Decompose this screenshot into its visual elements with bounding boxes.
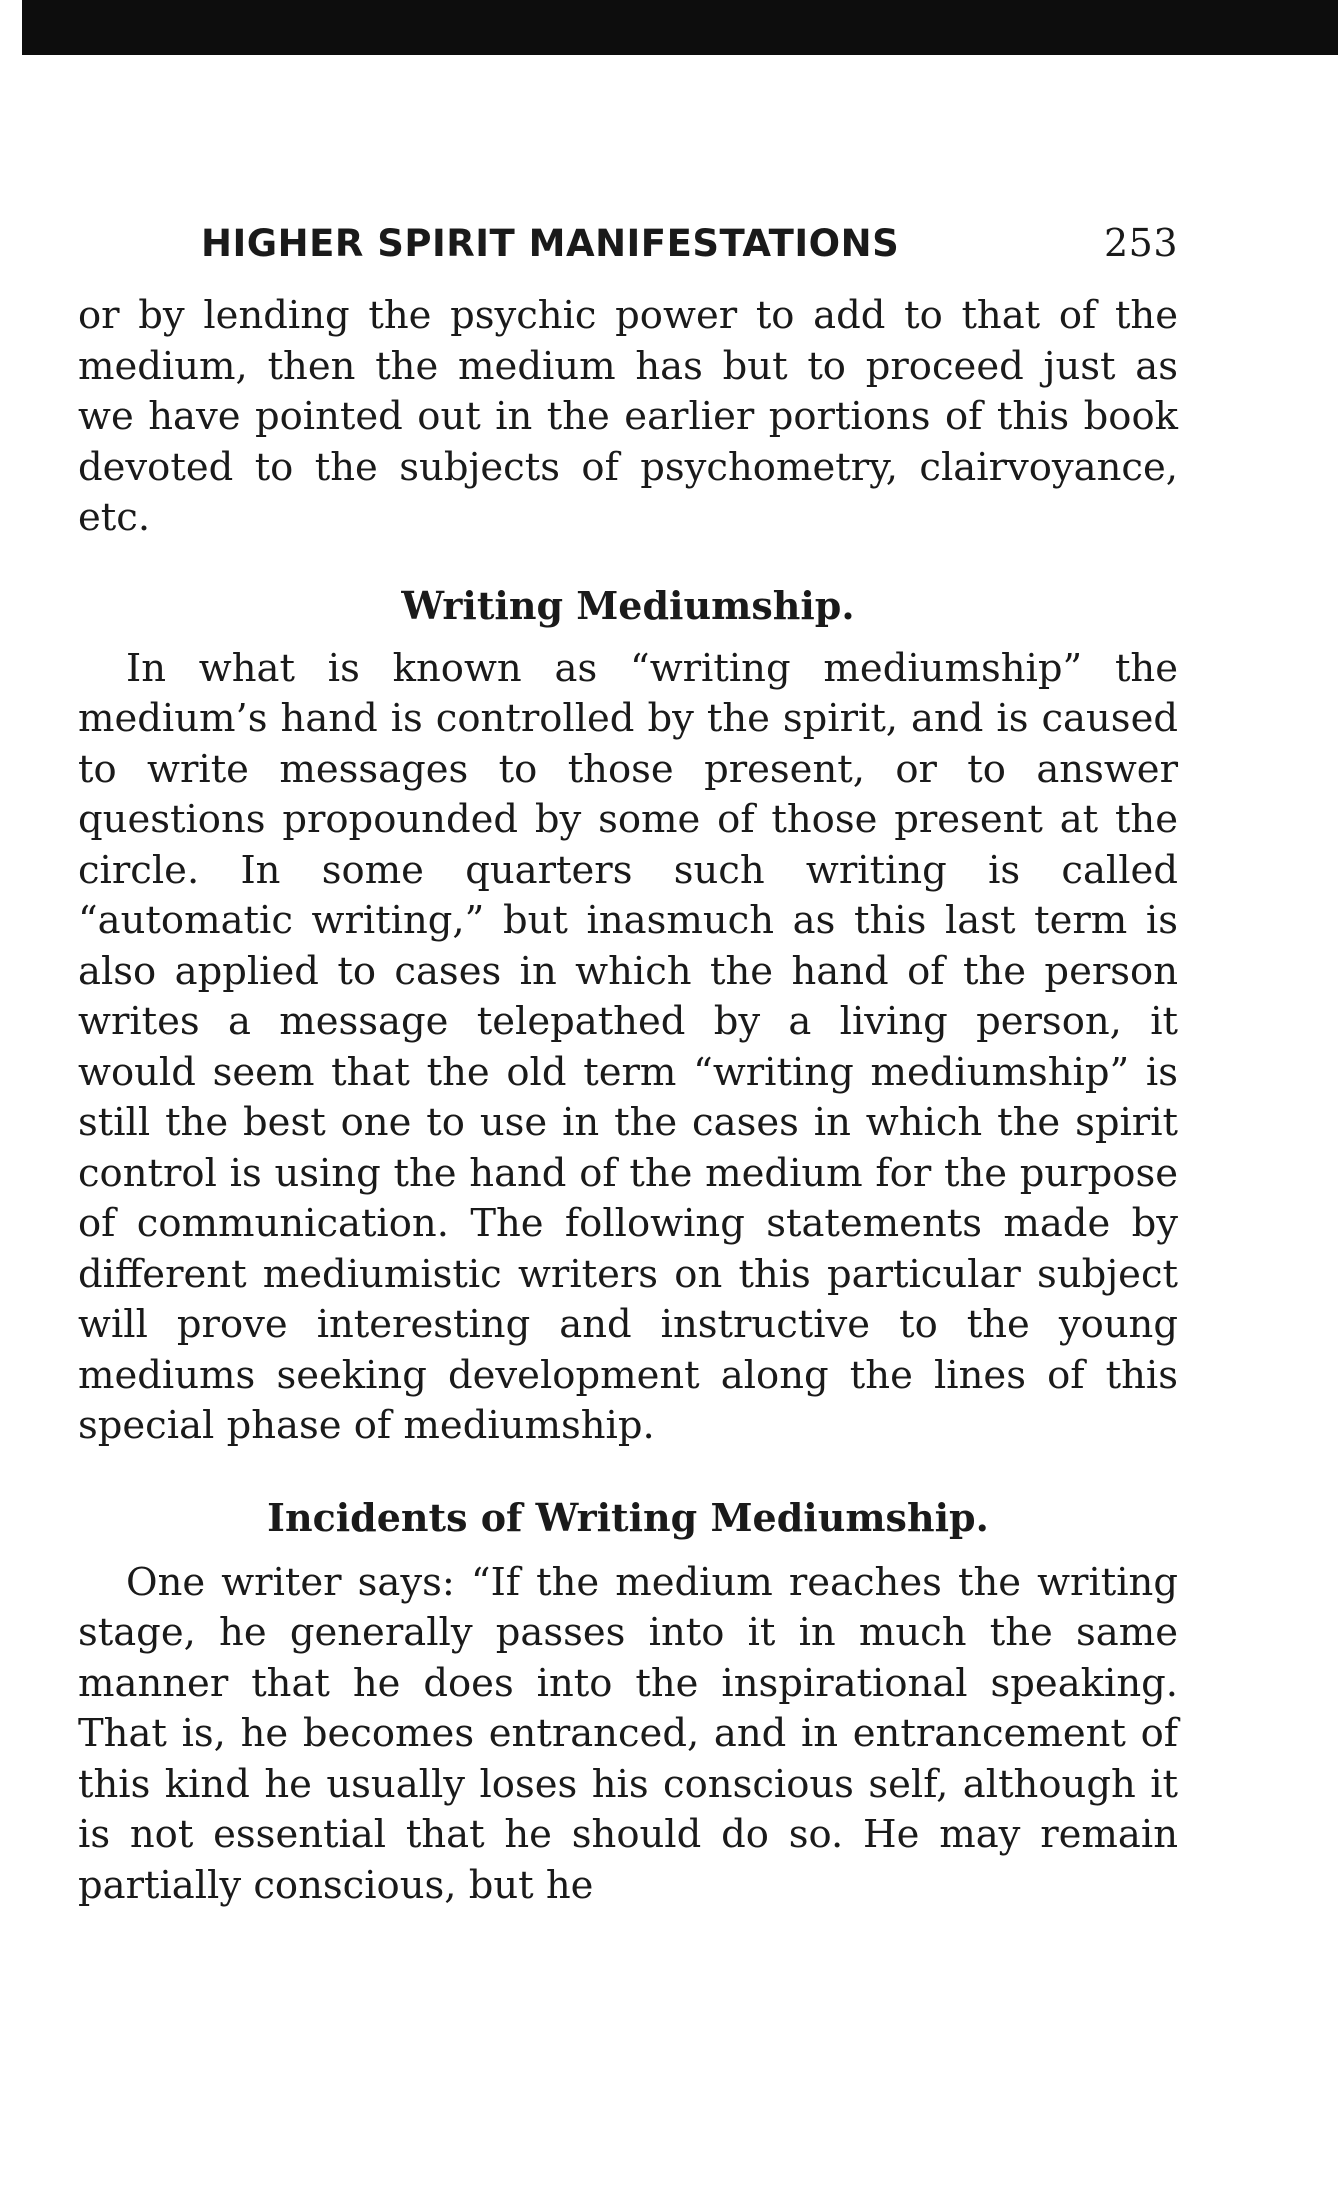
section-heading-incidents: Incidents of Writing Mediumship. xyxy=(267,1494,989,1540)
section-heading-writing-mediumship: Writing Mediumship. xyxy=(401,582,855,628)
scan-border-bar xyxy=(22,0,1338,55)
running-title: HIGHER SPIRIT MANIFESTATIONS xyxy=(201,222,900,265)
running-head xyxy=(78,195,1178,291)
book-page xyxy=(78,205,1178,1911)
page-number: 253 xyxy=(1103,221,1178,265)
paragraph-incidents: One writer says: “If the medium reaches the writing stage, he generally passes into it in much the same manner that he does into the inspirational speaking. That is, he becomes entranced, and in entrancement of this kind he usually loses his conscious self, although it is not essential that he should do so. He may remain partially conscious, but he xyxy=(78,1559,1178,1908)
paragraph-continuation: or by lending the psychic power to add to that of the medium, then the medium has but to proceed just as we have pointed out in the earlier portions of this book devoted to the subjects of psychometry, clairvoyance, etc. xyxy=(78,293,1178,540)
paragraph-writing-mediumship: In what is known as “writing mediumship” the medium’s hand is controlled by the spirit, and is caused to write messages to those present, or to answer questions propounded by some of those present at the circle. In some quarters such writing is called “automatic writing,” but inasmuch as this last term is also applied to cases in which the hand of the person writes a message telepathed by a living person, it would seem that the old term “writing mediumship” is still the best one to use in the cases in which the spirit control is using the hand of the medium for the purpose of communication. The following statements made by different mediumistic writers on this particular subject will prove interesting and instructive to the young mediums seeking development along the lines of this special phase of mediumship. xyxy=(78,645,1178,1448)
